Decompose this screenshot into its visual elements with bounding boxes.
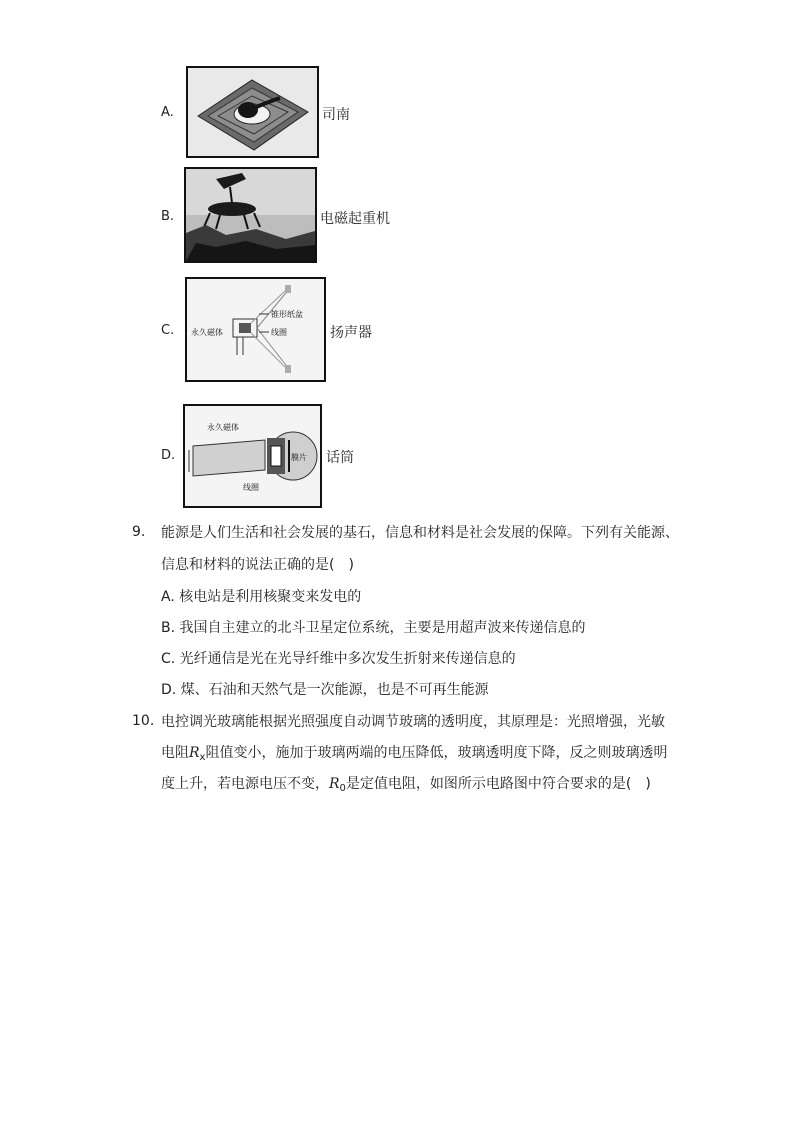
option-a-caption: 司南: [322, 107, 350, 123]
question-9-choice-c: C. 光纤通信是光在光导纤维中多次发生折射来传递信息的: [161, 651, 516, 667]
resistor-r0-subscript: 0: [339, 783, 346, 794]
q10-l2-prefix: 电阻: [161, 745, 189, 761]
q10-l2-rest: 阻值变小，施加于玻璃两端的电压降低，玻璃透明度下降，反之则玻璃透明: [205, 745, 668, 761]
question-10-stem-line-3: [161, 774, 651, 799]
resistor-rx-subscript: x: [199, 752, 206, 763]
electromagnetic-crane-image: [184, 167, 317, 263]
question-9-number: 9.: [132, 524, 146, 540]
option-d-letter: D.: [161, 448, 176, 463]
question-9-choice-a: A. 核电站是利用核聚变来发电的: [161, 589, 362, 605]
option-a-letter: A.: [161, 105, 174, 120]
resistor-rx-symbol: R: [189, 745, 200, 761]
label-coil: 线圈: [271, 328, 287, 337]
question-9-choice-b: B. 我国自主建立的北斗卫星定位系统，主要是用超声波来传递信息的: [161, 620, 586, 636]
q10-l3-prefix: 度上升，若电源电压不变，: [161, 776, 329, 792]
question-9-stem-line-2: 信息和材料的说法正确的是( ): [161, 557, 354, 573]
option-b-caption: 电磁起重机: [320, 211, 390, 227]
label-permanent-magnet: 永久磁体: [191, 328, 223, 337]
question-10-number: 10.: [132, 713, 155, 729]
label-permanent-magnet-d: 永久磁体: [207, 423, 239, 432]
question-9-stem-line-1: 能源是人们生活和社会发展的基石，信息和材料是社会发展的保障。下列有关能源、: [161, 525, 679, 541]
option-b-letter: B.: [161, 209, 175, 224]
question-10-stem-line-2: [161, 743, 667, 768]
label-coil-d: 线圈: [243, 483, 259, 492]
compass-sinan-image: [186, 66, 319, 158]
q10-l3-rest: 是定值电阻，如图所示电路图中符合要求的是( ): [345, 776, 651, 792]
microphone-diagram: [183, 404, 322, 508]
option-d-caption: 话筒: [326, 450, 354, 466]
option-c-caption: 扬声器: [330, 325, 372, 341]
label-diaphragm: 膜片: [291, 453, 307, 462]
loudspeaker-diagram: [185, 277, 326, 382]
question-9-choice-d: D. 煤、石油和天然气是一次能源，也是不可再生能源: [161, 682, 489, 698]
label-cone: 锥形纸盆: [271, 310, 303, 319]
option-c-letter: C.: [161, 323, 175, 338]
resistor-r0-symbol: R: [329, 776, 340, 792]
question-10-stem-line-1: 电控调光玻璃能根据光照强度自动调节玻璃的透明度，其原理是：光照增强，光敏: [161, 714, 665, 730]
